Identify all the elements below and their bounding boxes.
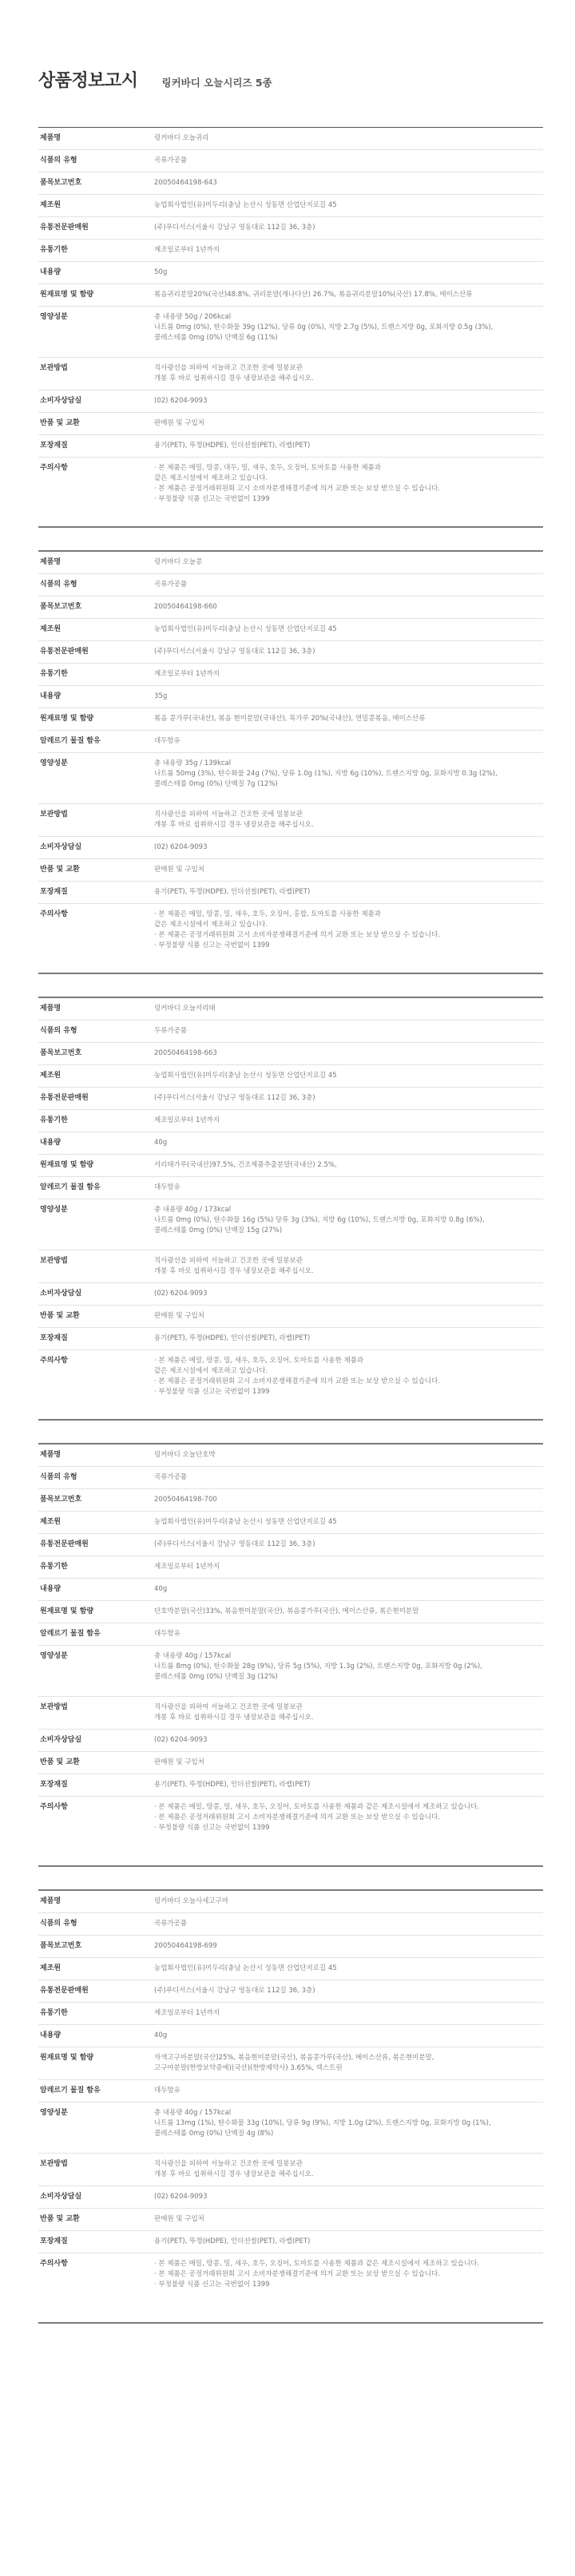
info-row-storage [38,2154,543,2186]
row-label: 내용량 [40,692,61,700]
row-value: 링커바디 오늘콩 [154,558,203,566]
row-label: 유통전문판매원 [40,648,89,656]
row-value: 직사광선을 피하여 서늘하고 건조한 곳에 밀봉보관 개봉 후 바로 섭취하시길 경우 냉장보관을 해주십시오. [154,1257,314,1275]
row-label: 포장재질 [40,2237,68,2245]
row-value: (주)푸디서스(서울시 강남구 영동대로 112길 36, 3층) [154,648,315,656]
row-value: 총 내용량 40g / 157kcal 나트륨 13mg (1%), 탄수화물 33g (10%), 당류 9g (9%), 지방 1.0g (2%), 트랜스지방 0g, 포화지방 0g (1%), 콜레스테롤 0mg (0%) 단백질 4g (8%) [154,2109,491,2138]
row-label: 보관방법 [40,2160,68,2168]
row-value: 40g [154,2031,168,2039]
row-label: 원재료명 및 함량 [40,1607,94,1615]
product-tables [38,128,543,2324]
row-value: 제조일로부터 1년까지 [154,246,220,254]
info-row-notice [38,458,543,526]
info-row-name [38,1445,543,1467]
row-label: 주의사항 [40,2260,68,2268]
row-value: (주)푸디서스(서울시 강남구 영동대로 112길 36, 3층) [154,1987,315,1995]
info-row-expiry [38,1110,543,1132]
info-row-expiry [38,240,543,262]
row-value: (02) 6204-9093 [154,2193,208,2201]
row-value: 대두함유 [154,2087,180,2094]
row-label: 유통전문판매원 [40,1540,89,1548]
info-row-packaging [38,2231,543,2253]
info-row-capacity [38,2025,543,2047]
info-row-return [38,1752,543,1774]
row-value: 제조일로부터 1년까지 [154,1116,220,1124]
row-value: · 본 제품은 메밀, 땅콩, 밀, 새우, 호두, 오징어, 토마토를 사용한 제품과 같은 제조시설에서 제조하고 있습니다. · 본 제품은 공정거래위원회 고시 소비자분쟁해결기준에 의거 교환 또는 보상 받으실 수 있습니다. · 부정불량 식품 신고는 국번없이 1399 [154,1803,480,1832]
row-value: 20050464198-699 [154,1942,217,1950]
info-row-ingredients [38,284,543,307]
row-value: 볶음 콩가루(국내산), 볶음 현미분말(국내산), 목가루 20%(국내산), 연밀콩볶음, 메이스산류 [154,715,426,723]
info-row-nutrition [38,2102,543,2154]
row-value: · 본 제품은 메밀, 땅콩, 밀, 새우, 호두, 오징어, 홍합, 토마토를 사용한 제품과 같은 제조시설에서 제조하고 있습니다. · 본 제품은 공정거래위원회 고시 소비자분쟁해결기준에 의거 교환 또는 보상 받으실 수 있습니다. · 부정불량 식품 신고는 국번없이 1399 [154,910,441,949]
info-row-notice [38,904,543,973]
row-label: 유통전문판매원 [40,1094,89,1102]
row-value: 용기(PET), 뚜껑(HDPE), 인더션씰(PET), 라벨(PET) [154,442,311,450]
row-value: 판매원 및 구입처 [154,1758,204,1766]
row-label: 주의사항 [40,464,68,472]
row-label: 주의사항 [40,910,68,918]
row-value: 판매원 및 구입처 [154,866,204,874]
row-label: 제조원 [40,1964,61,1972]
row-value: (주)푸디서스(서울시 강남구 영동대로 112길 36, 3층) [154,224,315,232]
row-value: 직사광선을 피하여 서늘하고 건조한 곳에 밀봉보관 개봉 후 바로 섭취하시길 경우 냉장보관을 해주십시오. [154,1703,314,1722]
info-row-capacity [38,686,543,708]
row-value: 20050464198-700 [154,1496,217,1504]
row-label: 품목보고번호 [40,1049,82,1057]
info-row-type [38,1020,543,1043]
row-value: 농업회사법인(유)미두리(충남 논산시 성동면 산업단지로길 45 [154,625,337,633]
row-value: (02) 6204-9093 [154,1290,208,1298]
row-value: 볶음귀리분말20%(국산)48.8%, 귀리분말(캐나다산) 26.7%, 볶음귀리분말10%(국산) 17.8%, 메이스산류 [154,291,473,299]
row-label: 영양성분 [40,1206,68,1214]
info-row-packaging [38,882,543,904]
product-table [38,128,543,528]
row-value: 40g [154,1585,168,1593]
info-row-name [38,128,543,150]
row-value: 직사광선을 피하여 서늘하고 건조한 곳에 밀봉보관 개봉 후 바로 섭취하시길 경우 냉장보관을 해주십시오. [154,2160,314,2178]
row-label: 소비자상담실 [40,2193,82,2201]
row-value: 농업회사법인(유)미두리(충남 논산시 성동면 산업단지로길 45 [154,1518,337,1526]
row-value: 40g [154,1139,168,1147]
info-row-name [38,1891,543,1913]
row-label: 보관방법 [40,364,68,372]
row-value: 자색고구마분말(국산)25%, 볶음현미분말(국산), 볶음콩가루(국산), 메이스산류, 볶은현미분말, 고구마분말(한방보약증예)(국산)(한방제약사) 3.65%, 덱스트린 [154,2054,434,2072]
info-row-report-no [38,172,543,195]
info-row-return [38,859,543,882]
info-row-capacity [38,1132,543,1155]
info-row-allergy [38,731,543,753]
info-row-storage [38,804,543,837]
info-row-capacity [38,262,543,284]
row-value: 곡류가공품 [154,157,188,164]
row-value: 용기(PET), 뚜껑(HDPE), 인더션씰(PET), 라벨(PET) [154,888,311,896]
product-series-name: 링커바디 오늘시리즈 5종 [161,77,272,89]
info-row-nutrition [38,1646,543,1697]
row-value: 링커바디 오늘서리태 [154,1005,216,1013]
row-value: 총 내용량 35g / 139kcal 나트륨 50mg (3%), 탄수화물 24g (7%), 당류 1.0g (1%), 지방 6g (10%), 트랜스지방 0g, 포화지방 0.3g (2%), 콜레스테롤 0mg (0%) 단백질 7g (12%) [154,759,498,788]
row-label: 알레르기 물질 함유 [40,1183,101,1191]
info-row-storage [38,1250,543,1283]
row-value: 링커바디 오늘귀리 [154,134,209,142]
info-row-expiry [38,2003,543,2025]
info-row-expiry [38,1556,543,1579]
row-label: 유통기한 [40,670,68,678]
row-label: 유통기한 [40,2009,68,2017]
row-value: 판매원 및 구입처 [154,2215,204,2223]
row-value: · 본 제품은 메밀, 땅콩, 대두, 밀, 새우, 호두, 오징어, 토마토를 사용한 제품과 같은 제조시설에서 제조하고 있습니다. · 본 제품은 공정거래위원회 고시 소비자분쟁해결기준에 의거 교환 또는 보상 받으실 수 있습니다. · 부정불량 식품 신고는 국번없이 1399 [154,464,441,503]
info-row-allergy [38,2080,543,2102]
info-row-expiry [38,664,543,686]
row-label: 제품명 [40,558,61,566]
info-row-ingredients [38,708,543,731]
row-value: 판매원 및 구입처 [154,1312,204,1320]
row-label: 소비자상담실 [40,843,82,851]
row-value: 총 내용량 40g / 173kcal 나트륨 0mg (0%), 탄수화물 16g (5%) 당류 3g (3%), 지방 6g (10%), 트랜스지방 0g, 포화지방 0.8g (6%), 콜레스테롤 0mg (0%) 단백질 15g (27%) [154,1206,485,1234]
row-value: 판매원 및 구입처 [154,419,204,427]
row-label: 제조원 [40,1072,61,1080]
row-label: 내용량 [40,268,61,276]
row-value: (주)푸디서스(서울시 강남구 영동대로 112길 36, 3층) [154,1540,315,1548]
row-value: 20050464198-660 [154,603,217,611]
row-label: 영양성분 [40,1652,68,1660]
info-row-capacity [38,1579,543,1601]
row-value: 링커바디 오늘사세고구마 [154,1897,229,1905]
row-value: 제조일로부터 1년까지 [154,670,220,678]
info-row-nutrition [38,753,543,804]
row-value: 곡류가공품 [154,581,188,589]
info-row-maker [38,1958,543,1980]
row-label: 내용량 [40,1139,61,1147]
row-label: 알레르기 물질 함유 [40,737,101,745]
row-label: 영양성분 [40,2109,68,2117]
row-label: 보관방법 [40,1257,68,1265]
info-row-notice [38,1350,543,1419]
row-label: 보관방법 [40,1703,68,1711]
info-row-allergy [38,1177,543,1199]
row-label: 소비자상담실 [40,1290,82,1298]
info-row-report-no [38,1489,543,1512]
row-label: 품목보고번호 [40,1942,82,1950]
row-value: 대두함유 [154,737,180,745]
row-value: 곡류가공품 [154,1920,188,1928]
row-value: (02) 6204-9093 [154,843,208,851]
row-label: 유통전문판매원 [40,1987,89,1995]
page-header [38,67,543,128]
info-row-allergy [38,1623,543,1646]
info-row-consult [38,837,543,859]
row-label: 보관방법 [40,810,68,818]
info-row-ingredients [38,1155,543,1177]
row-label: 내용량 [40,2031,61,2039]
row-value: 링커바디 오늘단호박 [154,1451,216,1459]
row-value: 용기(PET), 뚜껑(HDPE), 인더션씰(PET), 라벨(PET) [154,1781,311,1789]
row-label: 알레르기 물질 함유 [40,1630,101,1638]
row-value: 대두함유 [154,1183,180,1191]
row-value: 농업회사법인(유)미두리(충남 논산시 성동면 산업단지로길 45 [154,201,337,209]
row-value: 총 내용량 50g / 206kcal 나트륨 0mg (0%), 탄수화물 39g (12%), 당류 0g (0%), 지방 2.7g (5%), 트랜스지방 0g, 포화지방 0.5g (3%), 콜레스테롤 0mg (0%) 단백질 6g (11%) [154,313,494,342]
info-row-consult [38,390,543,413]
row-value: 용기(PET), 뚜껑(HDPE), 인더션씰(PET), 라벨(PET) [154,1334,311,1342]
product-table [38,997,543,1421]
row-label: 품목보고번호 [40,179,82,187]
info-row-maker [38,619,543,641]
row-label: 식품의 유형 [40,1027,77,1035]
row-label: 반품 및 교환 [40,2215,80,2223]
row-value: 직사광선을 피하여 서늘하고 건조한 곳에 밀봉보관 개봉 후 바로 섭취하시길 경우 냉장보관을 해주십시오. [154,364,314,382]
row-value: 서리태가루(국내산)97.5%, 건조제품추출분말(국내산) 2.5%, [154,1161,337,1169]
row-value: 직사광선을 피하여 서늘하고 건조한 곳에 밀봉보관 개봉 후 바로 섭취하시길 경우 냉장보관을 해주십시오. [154,810,314,829]
info-row-consult [38,1283,543,1306]
row-value: 20050464198-663 [154,1049,217,1057]
row-label: 원재료명 및 함량 [40,715,94,723]
info-row-ingredients [38,1601,543,1623]
row-label: 제조원 [40,1518,61,1526]
row-value: 농업회사법인(유)미두리(충남 논산시 성동면 산업단지로길 45 [154,1964,337,1972]
row-label: 제품명 [40,1451,61,1459]
info-row-consult [38,1730,543,1752]
row-label: 포장재질 [40,1781,68,1789]
row-value: 대두함유 [154,1630,180,1638]
row-label: 원재료명 및 함량 [40,2054,94,2062]
product-table [38,1443,543,1867]
row-label: 반품 및 교환 [40,866,80,874]
row-value: (주)푸디서스(서울시 강남구 영동대로 112길 36, 3층) [154,1094,315,1102]
row-label: 영양성분 [40,313,68,321]
row-label: 제조원 [40,201,61,209]
info-row-storage [38,358,543,390]
row-label: 포장재질 [40,888,68,896]
info-row-seller [38,1534,543,1556]
info-row-name [38,552,543,574]
row-label: 제품명 [40,134,61,142]
row-label: 유통기한 [40,1116,68,1124]
info-row-maker [38,1065,543,1088]
info-row-notice [38,1797,543,1865]
row-label: 유통기한 [40,246,68,254]
info-row-seller [38,1980,543,2003]
row-value: (02) 6204-9093 [154,397,208,405]
row-value: 제조일로부터 1년까지 [154,1563,220,1571]
row-value: 20050464198-643 [154,179,217,187]
info-row-name [38,998,543,1020]
row-label: 원재료명 및 함량 [40,1161,94,1169]
row-label: 원재료명 및 함량 [40,291,94,299]
product-table [38,1889,543,2324]
row-value: 곡류가공품 [154,1473,188,1481]
row-value: 단호박분말(국산)33%, 볶음현미분말(국산), 볶음콩가루(국산), 메이스산류, 볶은현미분말 [154,1607,419,1615]
row-label: 소비자상담실 [40,1736,82,1744]
row-label: 알레르기 물질 함유 [40,2087,101,2094]
row-value: · 본 제품은 메밀, 땅콩, 밀, 새우, 호두, 오징어, 토마토를 사용한 제품과 같은 제조시설에서 제조하고 있습니다. · 본 제품은 공정거래위원회 고시 소비자분쟁해결기준에 의거 교환 또는 보상 받으실 수 있습니다. · 부정불량 식품 신고는 국번없이 1399 [154,2260,480,2289]
row-label: 제품명 [40,1005,61,1013]
row-label: 제조원 [40,625,61,633]
info-row-type [38,574,543,596]
row-label: 식품의 유형 [40,581,77,589]
row-label: 반품 및 교환 [40,1312,80,1320]
product-table [38,550,543,974]
row-value: 35g [154,692,168,700]
row-label: 품목보고번호 [40,1496,82,1504]
row-label: 유통전문판매원 [40,224,89,232]
info-row-notice [38,2253,543,2322]
info-row-report-no [38,596,543,619]
info-row-report-no [38,1936,543,1958]
row-value: · 본 제품은 메밀, 땅콩, 밀, 새우, 호두, 오징어, 토마토를 사용한 제품과 같은 제조시설에서 제조하고 있습니다. · 본 제품은 공정거래위원회 고시 소비자분쟁해결기준에 의거 교환 또는 보상 받으실 수 있습니다. · 부정불량 식품 신고는 국번없이 1399 [154,1357,441,1396]
info-row-nutrition [38,1199,543,1250]
info-row-seller [38,641,543,664]
row-label: 포장재질 [40,442,68,450]
info-row-storage [38,1697,543,1730]
info-row-consult [38,2186,543,2209]
info-row-return [38,413,543,435]
row-label: 소비자상담실 [40,397,82,405]
row-value: 총 내용량 40g / 157kcal 나트륨 8mg (0%), 탄수화물 28g (9%), 당류 5g (5%), 지방 1.3g (2%), 트랜스지방 0g, 포화지방 0g (2%), 콜레스테롤 0mg (0%) 단백질 3g (12%) [154,1652,482,1681]
page-title: 상품정보고시 [38,71,138,91]
info-row-packaging [38,1328,543,1350]
row-label: 반품 및 교환 [40,1758,80,1766]
row-label: 식품의 유형 [40,157,77,164]
info-row-packaging [38,435,543,458]
row-value: (02) 6204-9093 [154,1736,208,1744]
info-row-maker [38,1512,543,1534]
row-label: 주의사항 [40,1357,68,1365]
info-row-return [38,2209,543,2231]
info-row-maker [38,195,543,217]
row-label: 주의사항 [40,1803,68,1811]
info-row-type [38,1467,543,1489]
row-label: 품목보고번호 [40,603,82,611]
row-label: 내용량 [40,1585,61,1593]
row-value: 50g [154,268,168,276]
info-row-type [38,1913,543,1936]
row-label: 식품의 유형 [40,1920,77,1928]
info-row-ingredients [38,2047,543,2080]
info-row-seller [38,1088,543,1110]
info-row-nutrition [38,307,543,358]
row-label: 반품 및 교환 [40,419,80,427]
info-row-type [38,150,543,172]
row-label: 영양성분 [40,759,68,767]
info-row-seller [38,217,543,240]
row-value: 제조일로부터 1년까지 [154,2009,220,2017]
row-label: 제품명 [40,1897,61,1905]
info-row-return [38,1306,543,1328]
info-row-report-no [38,1043,543,1065]
row-label: 유통기한 [40,1563,68,1571]
row-label: 포장재질 [40,1334,68,1342]
row-value: 농업회사법인(유)미두리(충남 논산시 성동면 산업단지로길 45 [154,1072,337,1080]
row-value: 용기(PET), 뚜껑(HDPE), 인더션씰(PET), 라벨(PET) [154,2237,311,2245]
info-row-packaging [38,1774,543,1797]
row-value: 두류가공품 [154,1027,188,1035]
row-label: 식품의 유형 [40,1473,77,1481]
